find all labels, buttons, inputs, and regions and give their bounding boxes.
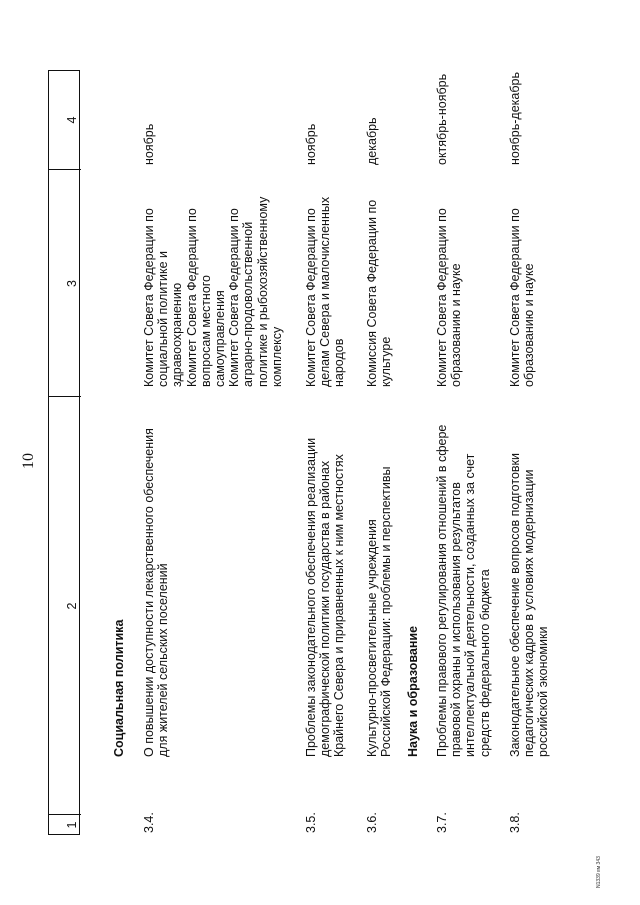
header-col-1: 1 bbox=[65, 821, 79, 829]
row-date: октябрь-ноябрь bbox=[435, 73, 449, 165]
section-title: Социальная политика bbox=[112, 619, 126, 757]
row-number: 3.5. bbox=[304, 812, 318, 833]
row-number: 3.8. bbox=[508, 812, 522, 833]
row-responsible: Комитет Совета Федерации по социальной политике и здравоохранению Комитет Совета Федерации по вопросам местного самоуправления Комитет Совета Федерации по аграрно-продовольственной политике и рыбохозяйственному комплексу bbox=[142, 196, 284, 387]
row-topic: Проблемы законодательного обеспечения реализации демографической политики государства в районах Крайнего Севера и приравненных к ним местностях bbox=[304, 437, 347, 757]
row-responsible: Комитет Совета Федерации по делам Севера и малочисленных народов bbox=[304, 196, 347, 387]
row-date: декабрь bbox=[365, 117, 379, 165]
row-number: 3.7. bbox=[435, 812, 449, 833]
header-col-2: 2 bbox=[65, 602, 79, 610]
row-date: ноябрь bbox=[304, 123, 318, 165]
row-responsible: Комитет Совета Федерации по образованию и науке bbox=[508, 208, 537, 387]
row-date: ноябрь-декабрь bbox=[508, 72, 522, 165]
row-date: ноябрь bbox=[142, 123, 156, 165]
row-responsible: Комитет Совета Федерации по образованию и науке bbox=[435, 208, 464, 387]
row-number: 3.6. bbox=[365, 812, 379, 833]
page-number: 10 bbox=[20, 453, 37, 469]
row-number: 3.4. bbox=[142, 812, 156, 833]
section-title: Наука и образование bbox=[406, 625, 420, 757]
row-topic: Законодательное обеспечение вопросов подготовки педагогических кадров в условиях модернизации российской экономики bbox=[508, 453, 551, 757]
catalog-code: N1339 вм 343 bbox=[596, 856, 602, 888]
row-topic: Культурно-просветительные учреждения Российской Федерации: проблемы и перспективы bbox=[365, 466, 394, 757]
header-col-3: 3 bbox=[65, 280, 79, 287]
header-col-4: 4 bbox=[65, 116, 79, 124]
row-topic: Проблемы правового регулирования отношений в сфере правовой охраны и использования результатов интеллектуальной деятельности, созданных за счет средств федерального бюджета bbox=[435, 424, 492, 757]
row-responsible: Комиссия Совета Федерации по культуре bbox=[365, 199, 394, 387]
row-topic: О повышении доступности лекарственного обеспечения для жителей сельских поселений bbox=[142, 428, 171, 757]
